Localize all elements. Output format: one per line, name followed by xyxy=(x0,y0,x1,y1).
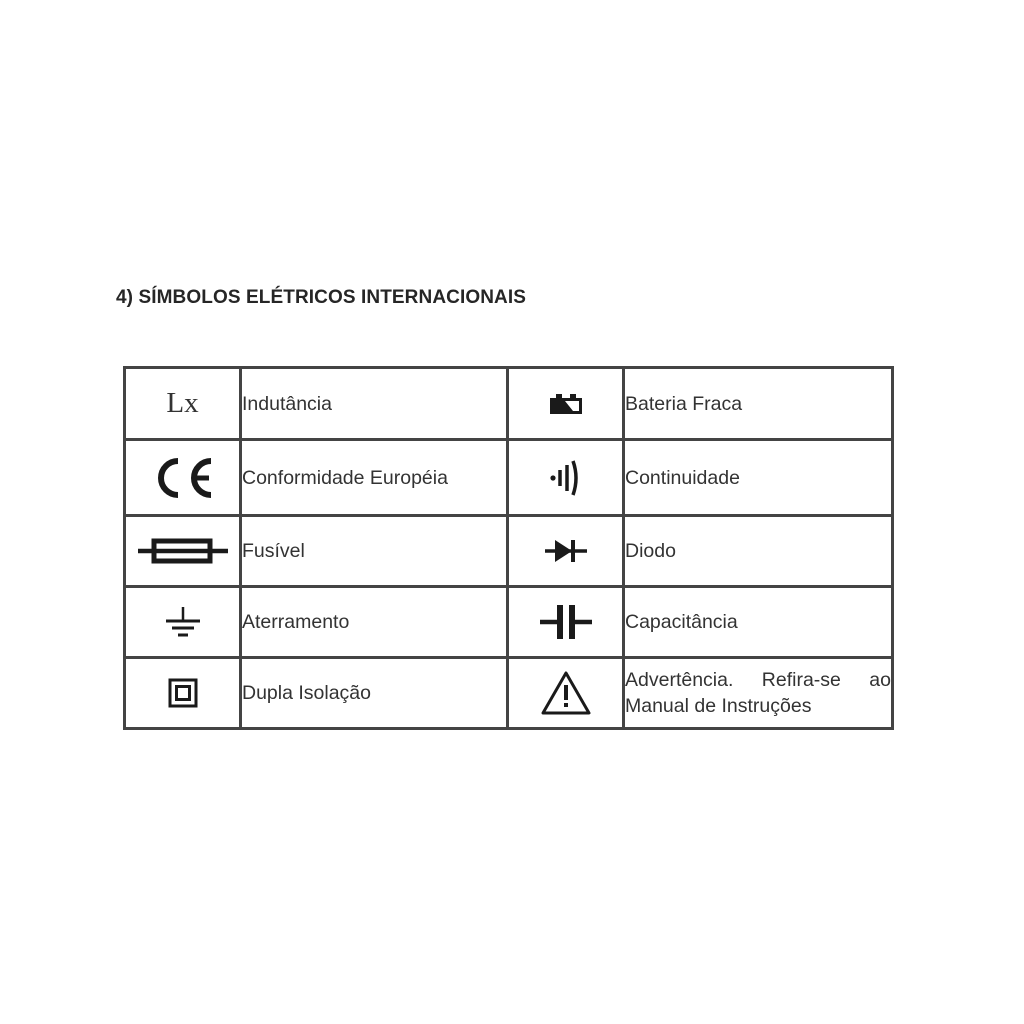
symbol-cell xyxy=(508,658,624,729)
symbol-cell xyxy=(125,658,241,729)
symbol-cell xyxy=(508,368,624,440)
fuse-icon xyxy=(136,537,230,565)
symbol-cell xyxy=(508,587,624,658)
symbol-label: Conformidade Européia xyxy=(241,440,508,516)
symbol-label: Bateria Fraca xyxy=(624,368,893,440)
table-row xyxy=(125,658,893,729)
symbol-label: Indutância xyxy=(241,368,508,440)
low-battery-icon xyxy=(548,393,584,415)
symbol-label: Fusível xyxy=(241,516,508,587)
warning-triangle-icon xyxy=(540,670,592,716)
double-insulation-icon xyxy=(168,678,198,708)
continuity-icon xyxy=(549,457,583,499)
ce-mark-icon xyxy=(151,455,215,501)
symbol-label: Capacitância xyxy=(624,587,893,658)
table-row xyxy=(125,368,893,440)
symbol-cell xyxy=(125,587,241,658)
symbol-label: Advertência. Refira-se ao Manual de Instruções xyxy=(624,658,893,729)
symbols-table xyxy=(123,366,894,730)
symbol-label: Continuidade xyxy=(624,440,893,516)
symbol-cell xyxy=(125,368,241,440)
table-row xyxy=(125,516,893,587)
capacitor-icon xyxy=(539,603,593,641)
ground-icon xyxy=(163,605,203,639)
symbol-label: Diodo xyxy=(624,516,893,587)
symbol-label: Dupla Isolação xyxy=(241,658,508,729)
symbol-cell xyxy=(125,440,241,516)
symbol-cell xyxy=(508,516,624,587)
symbol-label: Aterramento xyxy=(241,587,508,658)
symbol-cell xyxy=(508,440,624,516)
diode-icon xyxy=(544,537,588,565)
symbol-cell xyxy=(125,516,241,587)
table-row xyxy=(125,440,893,516)
inductance-lx-icon: Lx xyxy=(166,387,199,419)
table-row xyxy=(125,587,893,658)
section-title: 4) SÍMBOLOS ELÉTRICOS INTERNACIONAIS xyxy=(116,287,527,308)
